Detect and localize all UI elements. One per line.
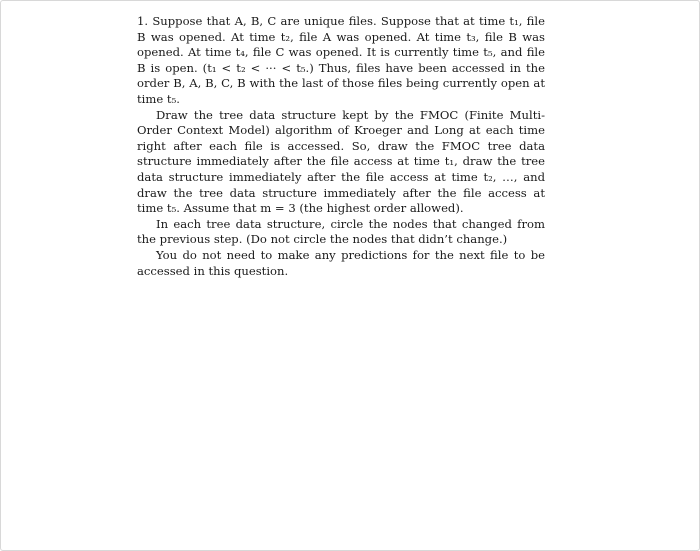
question-paragraph-4: You do not need to make any predictions for the next file to be accessed in this question. xyxy=(137,247,545,278)
question-paragraph-1: 1. Suppose that A, B, C are unique files. Suppose that at time t₁, file B was opened. At time t₂, file A was opened. At time t₃, file B was opened. At time t₄, file C was opened. It is currently time t₅, and file B is open. (t₁ < t₂ < ··· < t₅.) Thus, files have been accessed in the order B, A, B, C, B with the last of those files being currently open at time t₅. xyxy=(137,14,545,106)
question-paragraph-2: Draw the tree data structure kept by the FMOC (Finite Multi-Order Context Model) algorithm of Kroeger and Long at each time right after each file is accessed. So, draw the FMOC tree data structure immediately after the file access at time t₁, draw the tree data structure immediately after the file access at time t₂, …, and draw the tree data structure immediately after the file access at time t₅. Assume that m = 3 (the highest order allowed). xyxy=(137,107,545,216)
question-text xyxy=(137,14,545,279)
question-paragraph-3: In each tree data structure, circle the nodes that changed from the previous step. (Do not circle the nodes that didn’t change.) xyxy=(137,216,545,247)
